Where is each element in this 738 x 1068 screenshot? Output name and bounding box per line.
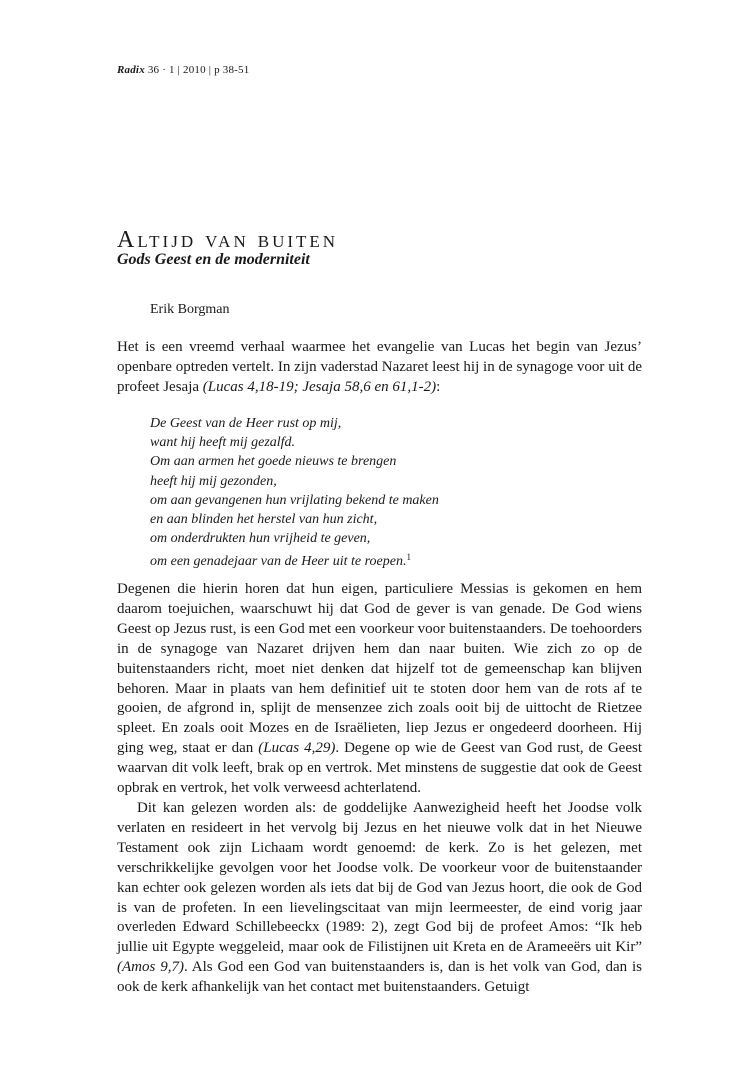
intro-reference: (Lucas 4,18-19; Jesaja 58,6 en 61,1-2) xyxy=(202,378,437,395)
article-subtitle: Gods Geest en de moderniteit xyxy=(117,251,310,268)
quote-line: heeft hij mij gezonden, xyxy=(150,473,277,489)
body-paragraph-2 xyxy=(117,580,642,799)
quote-line: Om aan armen het goede nieuws te brengen xyxy=(150,454,397,470)
paragraph-text: . Degene op wie de Geest van God rust, de Geest waarvan dit volk leeft, brak op en vertrok. Met minstens de suggestie dat ook de Geest opbrak en vertrok, het volk verweesd achterlatend. xyxy=(117,740,642,797)
quote-line: om een genadejaar van de Heer uit te roepen. xyxy=(150,554,407,570)
paragraph-text: . Als God een God van buitenstaanders is, dan is het volk van God, dan is ook de kerk afhankelijk van het contact met buitenstaanders. Getuigt xyxy=(117,959,643,996)
issue-details: 36 · 1 | 2010 | p 38-51 xyxy=(144,64,250,76)
footnote-marker: 1 xyxy=(406,552,411,563)
intro-end: : xyxy=(436,378,441,395)
paragraph-text: Degenen die hierin horen dat hun eigen, particuliere Messias is gekomen en hem daarom toejuichen, waarschuwt hij dat God de gever is van genade. De God wiens Geest op Jezus rust, is een God met een voorkeur voor buitenstaanders. De toehoorders in de synagoge van Nazaret drijven hem dan naar buiten. Wie zich zo op de buitenstaanders richt, moet niet denken dat hijzelf tot de gemeenschap kan blijven behoren. Maar in plaats van hem definitief uit te stoten door hem van de rots af te gooien, de afgrond in, splijt de mensenzee zich zoals ooit bij de uittocht de Rietzee spleet. En zoals ooit Mozes en de Israëlieten, liep Jezus er ongedeerd doorheen. Hij ging weg, staat er dan xyxy=(117,581,642,757)
article-title: Altijd van buiten xyxy=(117,227,339,253)
paragraph-text: Dit kan gelezen worden als: de goddelijke Aanwezigheid heeft het Joodse volk verlaten en resideert in het vervolg bij Jezus en het nieuwe volk dat in het Nieuwe Testament ook zijn Lichaam wordt genoemd: de kerk. Zo is het gelezen, met verschrikkelijke gevolgen voor het Joodse volk. De voorkeur voor de buitenstaander kan echter ook gelezen worden als iets dat bij de God van Jezus hoort, die ook de God is van de profeten. In een lievelingscitaat van mijn leermeester, de eind vorig jaar overleden Edward Schillebeeckx (1989: 2), zegt God bij de profeet Amos: “Ik heb jullie uit Egypte weggeleid, maar ook de Filistijnen uit Kreta en de Arameeërs uit Kir” xyxy=(117,800,642,956)
quote-line: om onderdrukten hun vrijheid te geven, xyxy=(150,531,371,547)
quote-line: De Geest van de Heer rust op mij, xyxy=(150,416,342,431)
quote-line: om aan gevangenen hun vrijlating bekend te maken xyxy=(150,492,439,508)
quote-line: want hij heeft mij gezalfd. xyxy=(150,435,296,451)
running-head xyxy=(117,64,249,76)
scripture-quote xyxy=(150,414,439,572)
quote-line-last xyxy=(150,548,439,571)
inline-reference: (Amos 9,7) xyxy=(117,959,184,976)
intro-paragraph xyxy=(117,338,642,398)
intro-text: Het is een vreemd verhaal waarmee het evangelie van Lucas het begin van Jezus’ openbare optreden vertelt. In zijn vaderstad Nazaret leest hij in de synagoge voor uit de profeet Jesaja xyxy=(117,339,642,395)
quote-line: en aan blinden het herstel van hun zicht, xyxy=(150,512,378,528)
journal-name: Radix xyxy=(117,64,145,76)
author-name: Erik Borgman xyxy=(150,302,230,317)
body-paragraph-3 xyxy=(117,799,642,998)
inline-reference: (Lucas 4,29) xyxy=(258,740,336,757)
